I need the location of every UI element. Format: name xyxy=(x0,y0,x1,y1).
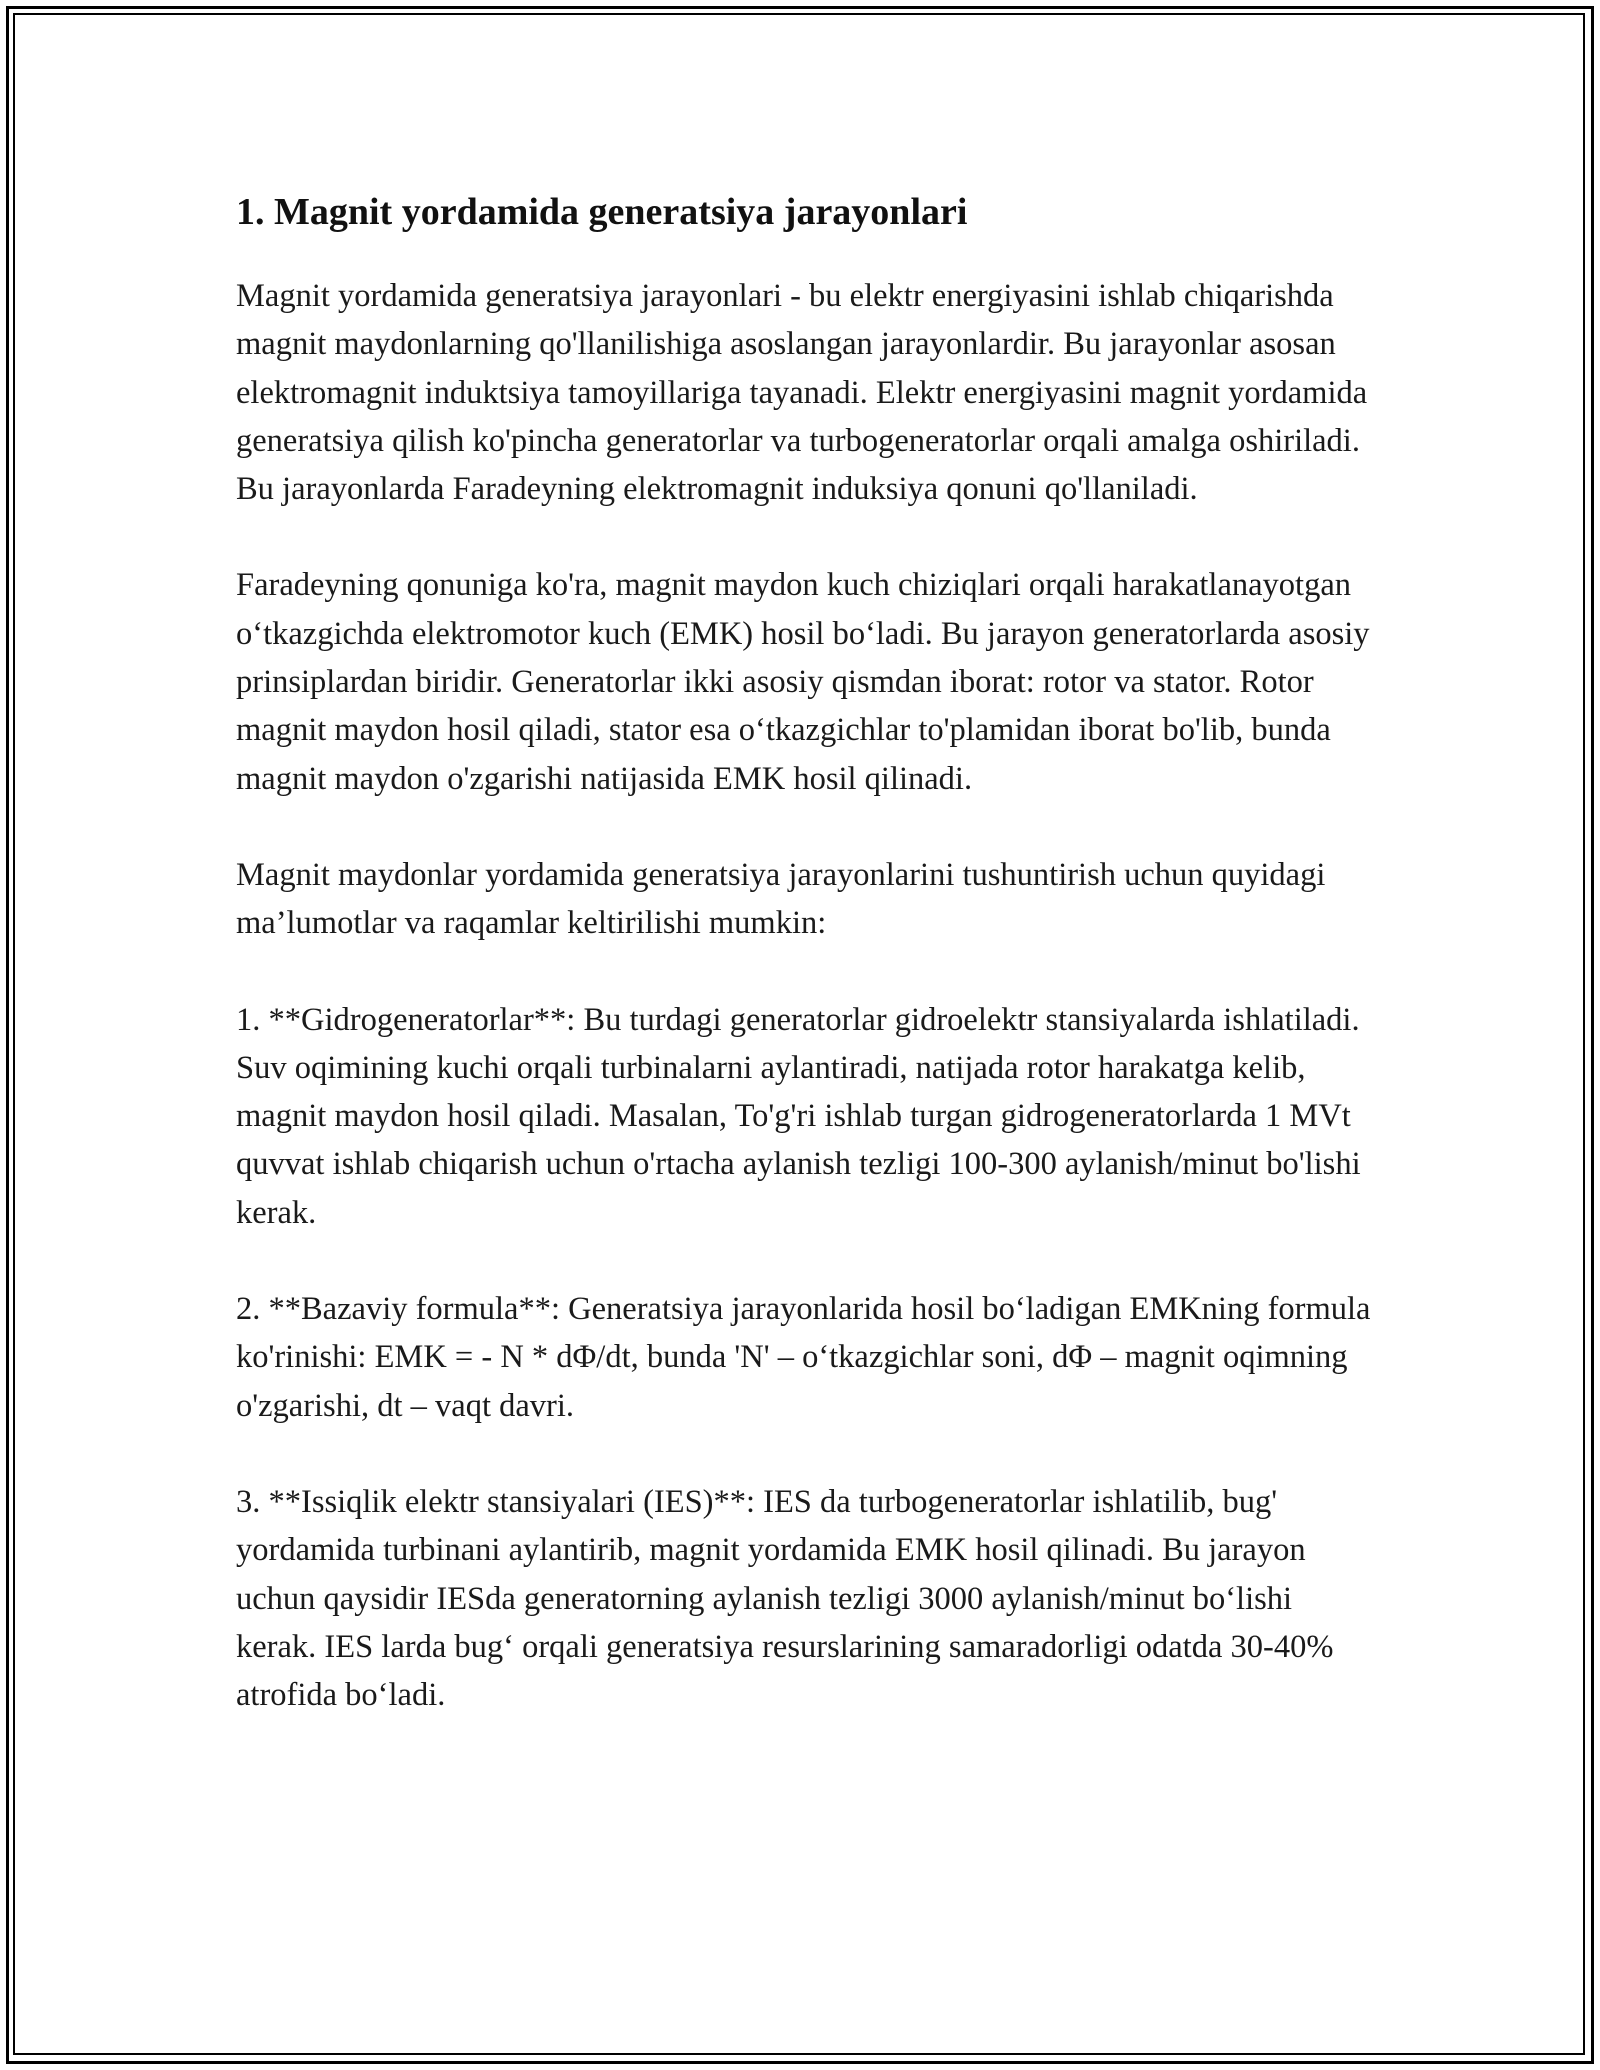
paragraph-base-formula: 2. **Bazaviy formula**: Generatsiya jarayonlarida hosil bo‘ladigan EMKning formula ko'rinishi: EMK = - N * dΦ/dt, bunda 'N' – o‘tkazgichlar soni, dΦ – magnit oqimning o'zgarishi, dt – vaqt davri. xyxy=(236,1291,1371,1424)
paragraph-intro: Magnit yordamida generatsiya jarayonlari - bu elektr energiyasini ishlab chiqarishda magnit maydonlarning qo'llanilishiga asoslangan jarayonlardir. Bu jarayonlar asosan elektromagnit induktsiya tamoyillariga tayanadi. Elektr energiyasini magnit yordamida generatsiya qilish ko'pincha generatorlar va turbogeneratorlar orqali amalga oshiriladi. Bu jarayonlarda Faradeyning elektromagnit induksiya qonuni qo'llaniladi. xyxy=(236,278,1368,508)
paragraph-hydrogenerators: 1. **Gidrogeneratorlar**: Bu turdagi generatorlar gidroelektr stansiyalarda ishlatiladi. Suv oqimining kuchi orqali turbinalarni aylantiradi, natijada rotor harakatga kelib, magnit maydon hosil qiladi. Masalan, To'g'ri ishlab turgan gidrogeneratorlarda 1 MVt quvvat ishlab chiqarish uchun o'rtacha aylanish tezligi 100-300 aylanish/minut bo'lishi kerak. xyxy=(236,1001,1361,1231)
paragraph-data-intro: Magnit maydonlar yordamida generatsiya jarayonlarini tushuntirish uchun quyidagi ma’lumotlar va raqamlar keltirilishi mumkin: xyxy=(236,856,1326,942)
section-heading: 1. Magnit yordamida generatsiya jarayonlari xyxy=(236,191,968,233)
document-body xyxy=(236,188,1376,1719)
paragraph-faraday-law: Faradeyning qonuniga ko'ra, magnit maydon kuch chiziqlari orqali harakatlanayotgan o‘tkazgichda elektromotor kuch (EMK) hosil bo‘ladi. Bu jarayon generatorlarda asosiy prinsiplardan biridir. Generatorlar ikki asosiy qismdan iborat: rotor va stator. Rotor magnit maydon hosil qiladi, stator esa o‘tkazgichlar to'plamidan iborat bo'lib, bunda magnit maydon o'zgarishi natijasida EMK hosil qilinadi. xyxy=(236,567,1370,797)
paragraph-thermal-plants: 3. **Issiqlik elektr stansiyalari (IES)**: IES da turbogeneratorlar ishlatilib, bug' yordamida turbinani aylantirib, magnit yordamida EMK hosil qilinadi. Bu jarayon uchun qaysidir IESda generatorning aylanish tezligi 3000 aylanish/minut bo‘lishi kerak. IES larda bug‘ orqali generatsiya resurslarining samaradorligi odatda 30-40% atrofida bo‘ladi. xyxy=(236,1483,1334,1714)
